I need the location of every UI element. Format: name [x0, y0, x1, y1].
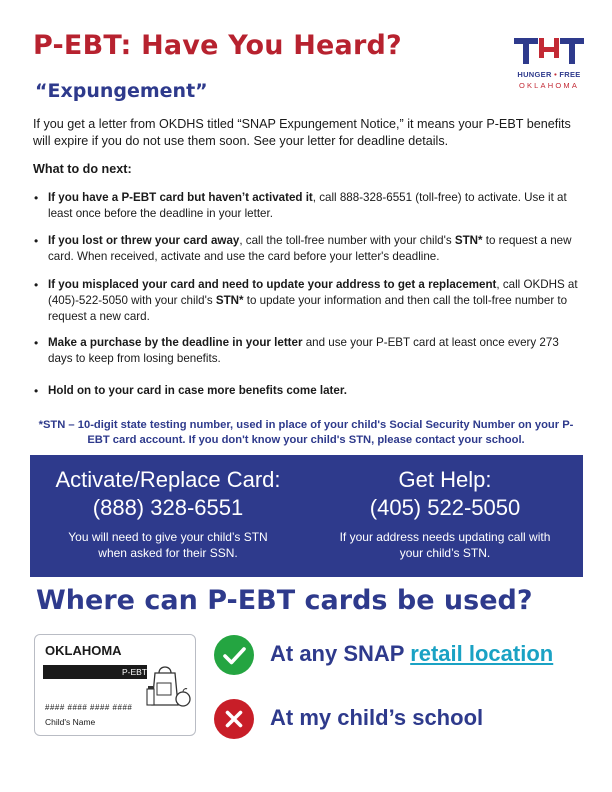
- activate-note: You will need to give your child’s STN when asked for their SSN.: [68, 530, 268, 560]
- pebt-card-image: [34, 634, 196, 736]
- list-item: • Make a purchase by the deadline in your letter and use your P-EBT card at least once every 273 days to keep from losing benefits.: [33, 335, 583, 367]
- card-band: [43, 665, 147, 679]
- logo-state: OKLAHOMA: [518, 81, 580, 90]
- hunger-free-oklahoma-logo: [508, 36, 590, 92]
- grocery-bag-icon: [145, 659, 193, 709]
- use-allowed-row: [214, 635, 594, 675]
- retail-location-link[interactable]: retail location: [410, 641, 554, 666]
- help-note: If your address needs updating call with your child’s STN.: [339, 530, 551, 560]
- card-label: P-EBT: [121, 667, 147, 677]
- use-allowed-text: At any SNAP retail location: [270, 641, 554, 666]
- list-item: • If you lost or threw your card away, call the toll-free number with your child's STN* to request a new card. When received, activate and use the card before your letter's deadline.: [33, 233, 583, 265]
- todo-heading: What to do next:: [33, 162, 132, 176]
- get-help-title: Get Help:: [398, 467, 492, 492]
- page-title: P-EBT: Have You Heard?: [33, 30, 402, 61]
- help-phone-number[interactable]: (405) 522-5050: [369, 495, 521, 520]
- logo-wordmark: HUNGER • FREE: [517, 70, 581, 79]
- intro-paragraph: If you get a letter from OKDHS titled “SNAP Expungement Notice,” it means your P-EBT benefits will expire if you do not use them soon. See your letter for deadline details.: [33, 117, 571, 148]
- where-heading: Where can P-EBT cards be used?: [36, 585, 533, 616]
- logo-mark-icon: [514, 36, 584, 66]
- use-not-allowed-row: [214, 699, 594, 739]
- card-state: OKLAHOMA: [45, 643, 122, 658]
- list-item: • If you have a P-EBT card but haven’t activated it, call 888-328-6551 (toll-free) to activate. Use it at least once before the deadline in your letter.: [33, 190, 583, 222]
- use-not-allowed-text: At my child’s school: [270, 705, 484, 730]
- contact-banner: [30, 455, 583, 577]
- activate-card-title: Activate/Replace Card:: [55, 467, 281, 492]
- card-name-placeholder: Child's Name: [45, 717, 96, 727]
- card-number-placeholder: #### #### #### ####: [45, 703, 133, 712]
- x-icon: [214, 699, 254, 739]
- list-item: • Hold on to your card in case more benefits come later.: [33, 383, 583, 399]
- activate-phone-number[interactable]: (888) 328-6551: [92, 495, 244, 520]
- list-item: • If you misplaced your card and need to update your address to get a replacement, call OKDHS at (405)-522-5050 with your child's STN* to update your information and then call the toll-free number to request a new card.: [33, 277, 583, 325]
- check-icon: [214, 635, 254, 675]
- stn-footnote: *STN – 10-digit state testing number, used in place of your child's Social Security Number on your P-EBT card account. If you don't know your child's STN, please contact your school.: [38, 419, 574, 446]
- page-subtitle: “Expungement”: [35, 80, 208, 102]
